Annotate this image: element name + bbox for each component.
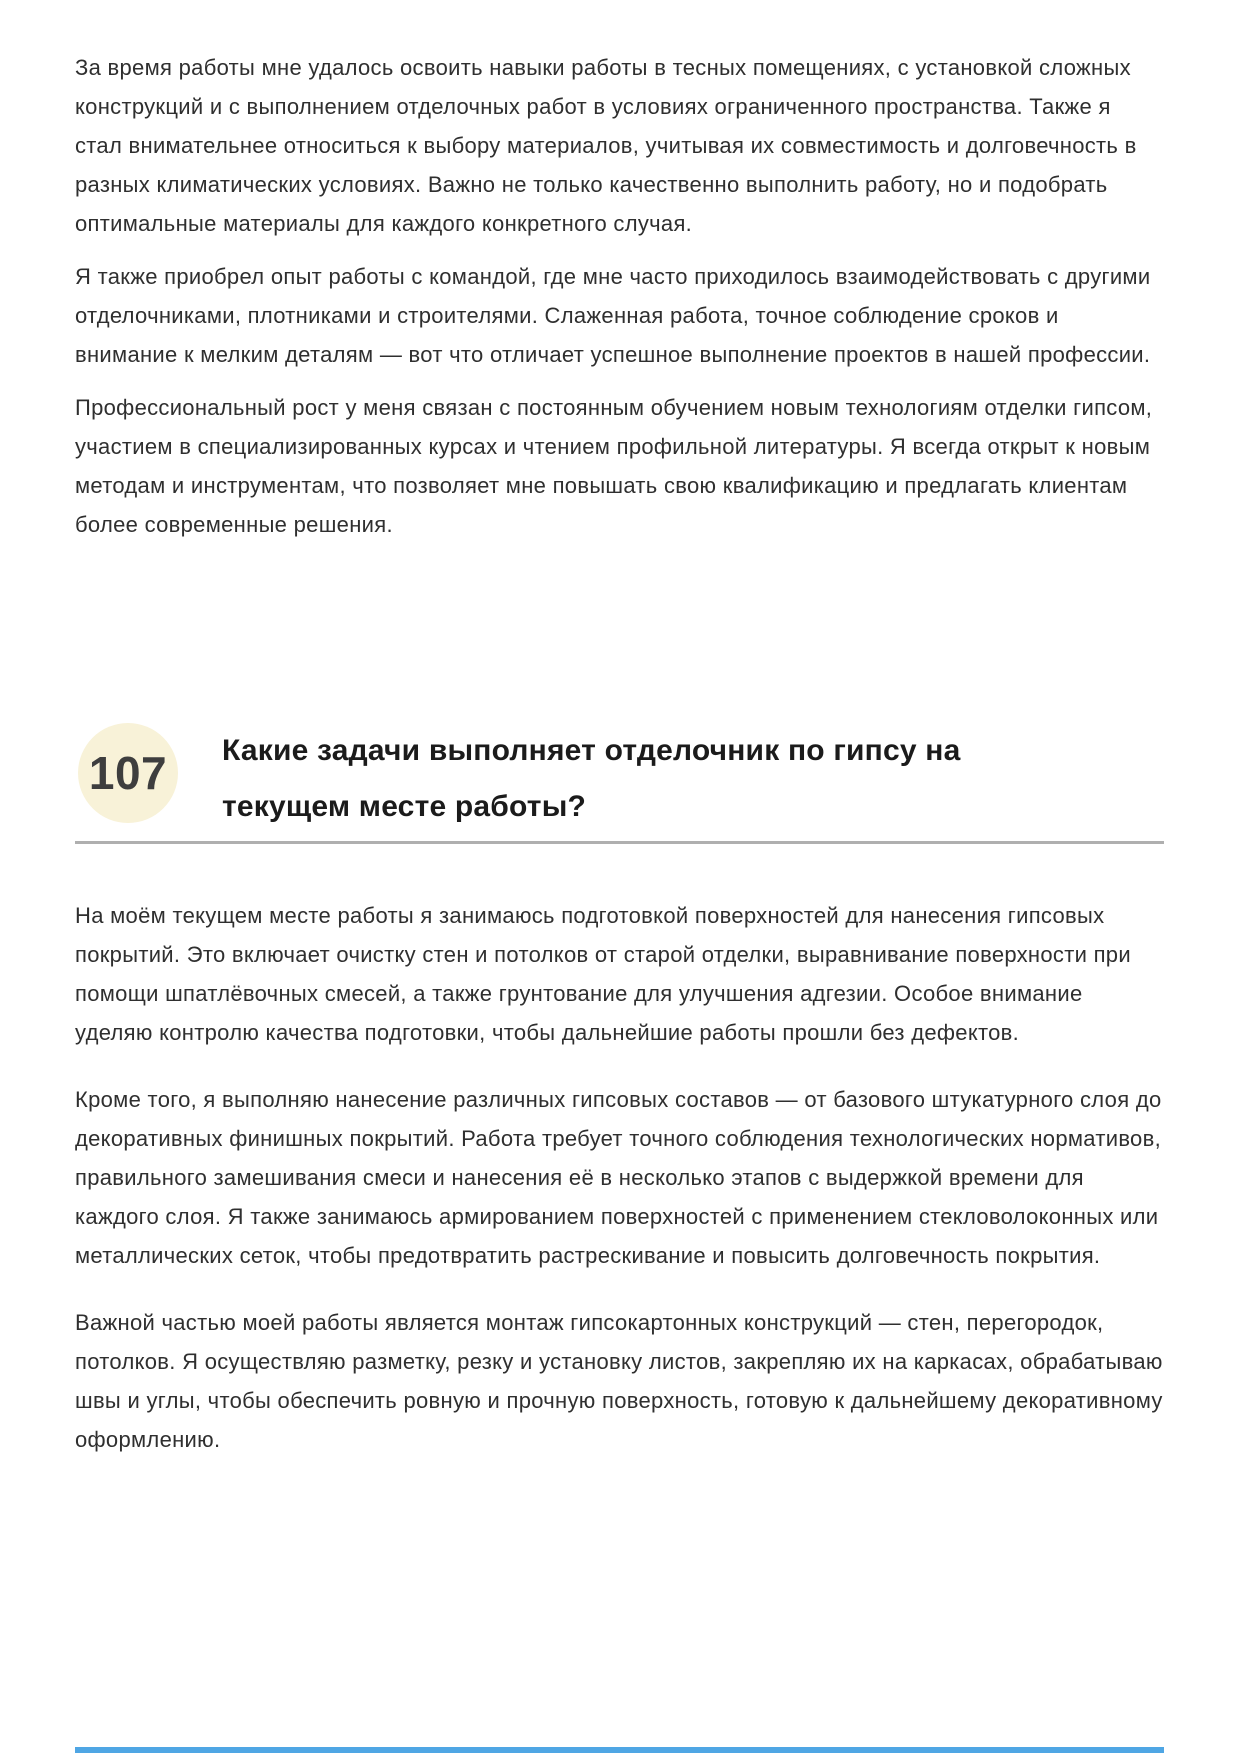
question-header xyxy=(75,723,1164,844)
paragraph: Кроме того, я выполняю нанесение различных гипсовых составов — от базового штукатурного слоя до декоративных финишных покрытий. Работа требует точного соблюдения технологических нормативов, правильного замешивания смеси и нанесения её в несколько этапов с выдержкой времени для каждого слоя. Я также занимаюсь армированием поверхностей с применением стекловолоконных или металлических сеток, чтобы предотвратить растрескивание и повысить долговечность покрытия. xyxy=(75,1087,1162,1268)
paragraph: Профессиональный рост у меня связан с постоянным обучением новым технологиям отделки гипсом, участием в специализированных курсах и чтением профильной литературы. Я всегда открыт к новым методам и инструментам, что позволяет мне повышать свою квалификацию и предлагать клиентам более современные решения. xyxy=(75,395,1153,537)
previous-answer-text xyxy=(75,48,1164,544)
question-title: Какие задачи выполняет отделочник по гипсу на текущем месте работы? xyxy=(222,734,961,823)
question-number-badge xyxy=(78,723,178,823)
paragraph: Я также приобрел опыт работы с командой, где мне часто приходилось взаимодействовать с другими отделочниками, плотниками и строителями. Слаженная работа, точное соблюдение сроков и внимание к мелким деталям — вот что отличает успешное выполнение проектов в нашей профессии. xyxy=(75,264,1151,367)
answer-text xyxy=(75,896,1164,1459)
paragraph: На моём текущем месте работы я занимаюсь подготовкой поверхностей для нанесения гипсовых покрытий. Это включает очистку стен и потолков от старой отделки, выравнивание поверхности при помощи шпатлёвочных смесей, а также грунтование для улучшения адгезии. Особое внимание уделяю контролю качества подготовки, чтобы дальнейшие работы прошли без дефектов. xyxy=(75,903,1131,1045)
paragraph: Важной частью моей работы является монтаж гипсокартонных конструкций — стен, перегородок, потолков. Я осуществляю разметку, резку и установку листов, закрепляю их на каркасах, обрабатываю швы и углы, чтобы обеспечить ровную и прочную поверхность, готовую к дальнейшему декоративному оформлению. xyxy=(75,1310,1163,1452)
paragraph: За время работы мне удалось освоить навыки работы в тесных помещениях, с установкой сложных конструкций и с выполнением отделочных работ в условиях ограниченного пространства. Также я стал внимательнее относиться к выбору материалов, учитывая их совместимость и долговечность в разных климатических условиях. Важно не только качественно выполнить работу, но и подобрать оптимальные материалы для каждого конкретного случая. xyxy=(75,55,1137,236)
question-number: 107 xyxy=(88,747,168,799)
next-section-accent-bar xyxy=(75,1747,1164,1753)
